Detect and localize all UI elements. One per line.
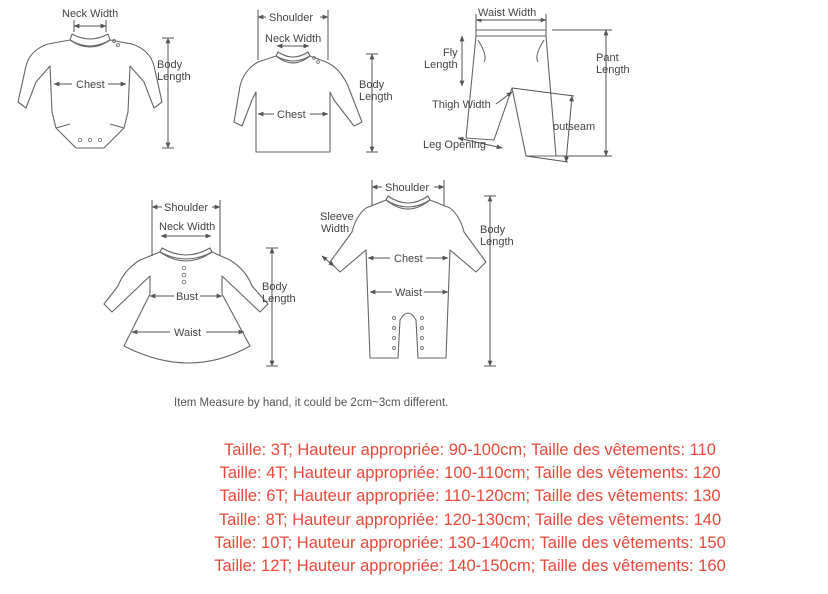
romper-shoulder-label: Shoulder <box>385 182 430 194</box>
pants-leg-opening-label: Leg Opening <box>423 139 486 151</box>
dress-body-length-label: Body Length <box>262 281 296 305</box>
onesie-diagram <box>18 8 191 148</box>
romper-sleeve-width-label: Sleeve Width <box>320 211 354 235</box>
dress-neck-width-label: Neck Width <box>159 221 216 233</box>
pants-outseam-label: outseam <box>553 121 596 133</box>
shirt-chest-label: Chest <box>277 109 306 121</box>
romper-chest-label: Chest <box>394 253 423 265</box>
romper-diagram <box>320 180 514 366</box>
size-row: Taille: 10T; Hauteur appropriée: 130-140cm; Taille des vêtements: 150 <box>214 533 726 552</box>
onesie-body-length-label: Body Length <box>157 59 191 83</box>
size-row: Taille: 6T; Hauteur appropriée: 110-120cm; Taille des vêtements: 130 <box>219 487 721 506</box>
pants-diagram <box>423 7 630 162</box>
shirt-neck-width-label: Neck Width <box>265 33 322 45</box>
dress-diagram <box>104 200 296 366</box>
size-row: Taille: 8T; Hauteur appropriée: 120-130cm; Taille des vêtements: 140 <box>218 510 722 529</box>
pants-pant-length-label: Pant Length <box>596 52 630 76</box>
shirt-diagram <box>234 10 393 152</box>
size-row: Taille: 3T; Hauteur appropriée: 90-100cm; Taille des vêtements: 110 <box>224 441 716 459</box>
pants-fly-length-label: Fly Length <box>424 47 458 71</box>
dress-waist-label: Waist <box>174 327 202 339</box>
shirt-shoulder-label: Shoulder <box>269 12 314 24</box>
pants-waist-width-label: Waist Width <box>478 7 537 19</box>
romper-waist-label: Waist <box>395 287 423 299</box>
size-row: Taille: 4T; Hauteur appropriée: 100-110cm; Taille des vêtements: 120 <box>219 464 721 483</box>
size-row: Taille: 12T; Hauteur appropriée: 140-150cm; Taille des vêtements: 160 <box>214 557 726 576</box>
measure-note: Item Measure by hand, it could be 2cm~3cm different. <box>174 397 449 409</box>
romper-body-length-label: Body Length <box>480 224 514 248</box>
pants-thigh-width-label: Thigh Width <box>432 99 491 111</box>
dress-bust-label: Bust <box>176 291 199 303</box>
size-list <box>0 439 828 578</box>
onesie-chest-label: Chest <box>76 79 105 91</box>
shirt-body-length-label: Body Length <box>359 79 393 103</box>
onesie-neck-width-label: Neck Width <box>62 8 119 20</box>
dress-shoulder-label: Shoulder <box>164 202 209 214</box>
